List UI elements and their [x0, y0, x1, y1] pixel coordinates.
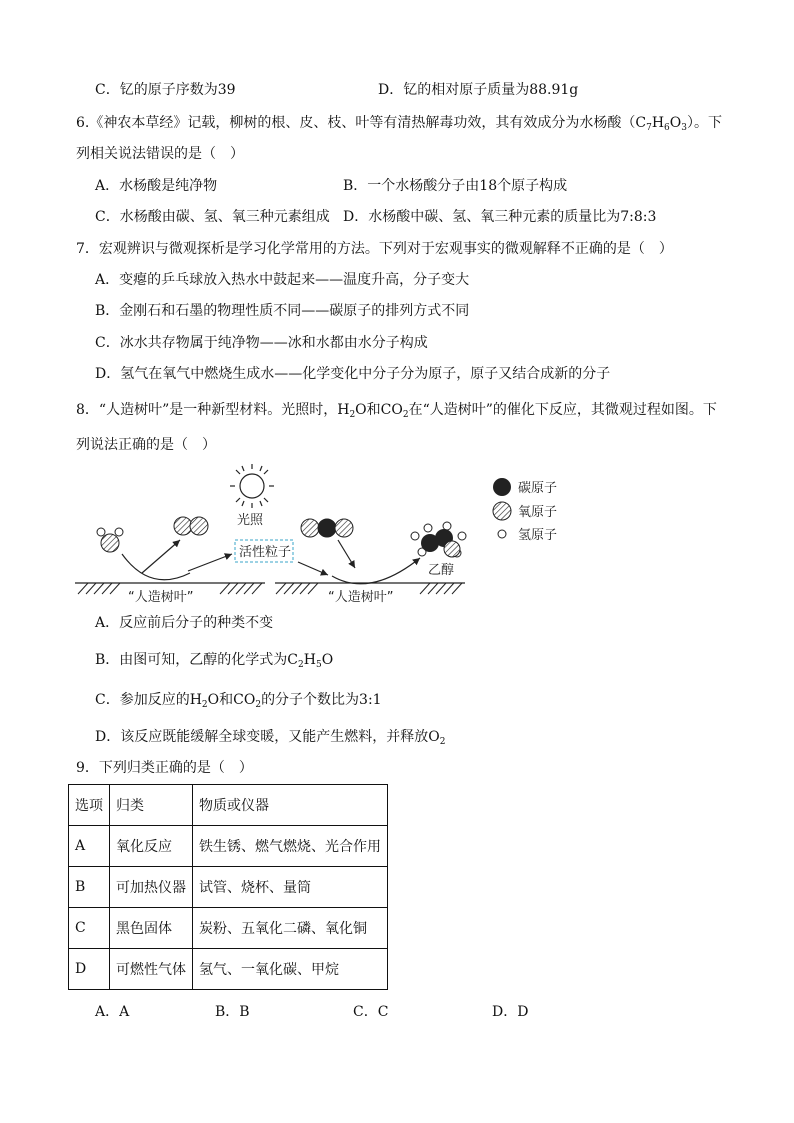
q8-option-b-sub5: 5	[315, 660, 322, 670]
q6-sub-6: 6	[664, 123, 670, 133]
q8-sub-co2: 2	[402, 410, 409, 420]
q6-o: O	[669, 115, 682, 131]
legend-carbon-swatch	[493, 478, 511, 496]
arrow-o2-up	[142, 540, 180, 573]
table-header-cell: 选项	[69, 785, 110, 826]
q6-stem-text: 6.《神农本草经》记载，柳树的根、皮、枝、叶等有清热解毒功效，其有效成分为水杨酸（C	[76, 115, 647, 131]
q8-stem-a: 8．“人造树叶”是一种新型材料。光照时，H	[76, 402, 350, 418]
q6-sub-7: 7	[646, 123, 652, 133]
table-cell: C	[69, 908, 110, 949]
table-cell: 铁生锈、燃气燃烧、光合作用	[193, 826, 388, 867]
ethanol-molecule	[411, 522, 466, 557]
table-cell: 黑色固体	[110, 908, 193, 949]
q8-option-a: A．反应前后分子的种类不变	[95, 615, 274, 631]
leaf-label-right: “人造树叶”	[328, 590, 394, 605]
q9-option-a: A．A	[95, 1004, 130, 1020]
q7-option-b: B．金刚石和石墨的物理性质不同——碳原子的排列方式不同	[95, 303, 470, 319]
q9-stem: 9．下列归类正确的是（ ）	[76, 760, 253, 776]
q8-stem-line1	[76, 400, 717, 425]
reaction-path-1	[122, 554, 190, 580]
artificial-leaf-diagram	[70, 458, 610, 608]
table-cell: A	[69, 826, 110, 867]
table-header-row	[69, 785, 388, 826]
oxygen-molecule	[174, 517, 208, 535]
table-row	[69, 826, 388, 867]
legend-oxygen-swatch	[493, 502, 511, 520]
q9-option-b: B．B	[215, 1004, 250, 1020]
table-cell: 炭粉、五氧化二磷、氧化铜	[193, 908, 388, 949]
q8-option-c-text: C．参加反应的H	[95, 692, 202, 708]
q6-sub-3: 3	[681, 123, 687, 133]
water-molecule	[97, 528, 123, 552]
table-header-cell: 归类	[110, 785, 193, 826]
table-row	[69, 908, 388, 949]
q7-option-d: D．氢气在氧气中燃烧生成水——化学变化中分子分为原子，原子又结合成新的分子	[95, 366, 611, 382]
table-cell: 氧化反应	[110, 826, 193, 867]
q8-option-c-sub-h2o: 2	[201, 700, 208, 710]
q7-option-a: A．变瘪的乒乓球放入热水中鼓起来——温度升高，分子变大	[95, 272, 470, 288]
q8-stem-c: 在“人造树叶”的催化下反应，其微观过程如图。下	[408, 402, 717, 418]
q6-stem-end: ）。下	[686, 115, 722, 131]
table-cell: 氢气、一氧化碳、甲烷	[193, 949, 388, 990]
classification-table	[68, 784, 388, 990]
ethanol-label: 乙醇	[428, 563, 455, 578]
q6-option-a: A．水杨酸是纯净物	[95, 178, 218, 194]
table-row	[69, 949, 388, 990]
leaf-label-left: “人造树叶”	[128, 590, 194, 605]
co2-molecule	[301, 519, 353, 537]
legend	[493, 478, 557, 543]
q9-option-d: D．D	[492, 1004, 529, 1020]
q8-option-c-sub-co2: 2	[255, 700, 262, 710]
reaction-path-2	[332, 558, 420, 584]
legend-hydrogen-label: 氢原子	[518, 528, 558, 543]
q8-option-c	[95, 690, 382, 715]
q7-option-c: C．冰水共存物属于纯净物——冰和水都由水分子构成	[95, 335, 428, 351]
q8-option-c-mid: O和CO	[207, 692, 256, 708]
q8-option-d	[95, 727, 445, 752]
q8-option-c-end: 的分子个数比为3:1	[261, 692, 382, 708]
q8-sub-h2o: 2	[349, 410, 356, 420]
table-cell: 可加热仪器	[110, 867, 193, 908]
table-cell: D	[69, 949, 110, 990]
q8-option-d-sub2: 2	[439, 737, 446, 747]
table-header-cell: 物质或仪器	[193, 785, 388, 826]
q8-option-b-text: B．由图可知，乙醇的化学式为C	[95, 652, 298, 668]
arrow-to-active	[188, 554, 232, 571]
q6-stem-line1	[76, 113, 722, 138]
q8-option-b-o: O	[321, 652, 334, 668]
q8-option-b-h: H	[303, 652, 316, 668]
q6-option-d: D．水杨酸中碳、氢、氧三种元素的质量比为7:8:3	[343, 209, 657, 225]
table-cell: B	[69, 867, 110, 908]
q5-option-c: C．钇的原子序数为39	[95, 82, 236, 98]
legend-oxygen-label: 氧原子	[518, 505, 558, 520]
arrow-co2-down	[338, 540, 355, 568]
sun-icon	[230, 464, 274, 508]
q6-option-b: B．一个水杨酸分子由18个原子构成	[343, 178, 568, 194]
q5-option-d: D．钇的相对原子质量为88.91g	[378, 82, 579, 98]
table-cell: 试管、烧杯、量筒	[193, 867, 388, 908]
light-label: 光照	[237, 513, 264, 528]
q8-stem-b: O和CO	[355, 402, 403, 418]
q8-option-b	[95, 650, 333, 675]
arrow-active-to-surface	[298, 562, 328, 575]
legend-hydrogen-swatch	[498, 530, 506, 538]
q7-stem: 7．宏观辨识与微观探析是学习化学常用的方法。下列对于宏观事实的微观解释不正确的是（ ）	[76, 241, 673, 257]
table-row	[69, 867, 388, 908]
q6-option-c: C．水杨酸由碳、氢、氧三种元素组成	[95, 209, 330, 225]
legend-carbon-label: 碳原子	[518, 481, 558, 496]
q6-stem-line2: 列相关说法错误的是（ ）	[76, 146, 244, 162]
q8-option-d-text: D．该反应既能缓解全球变暖，又能产生燃料，并释放O	[95, 729, 440, 745]
active-particle-label: 活性粒子	[239, 545, 292, 560]
q9-option-c: C．C	[353, 1004, 389, 1020]
q8-stem-line2: 列说法正确的是（ ）	[76, 437, 216, 453]
q6-h: H	[651, 115, 665, 131]
q8-option-b-sub2: 2	[298, 660, 304, 670]
table-cell: 可燃性气体	[110, 949, 193, 990]
